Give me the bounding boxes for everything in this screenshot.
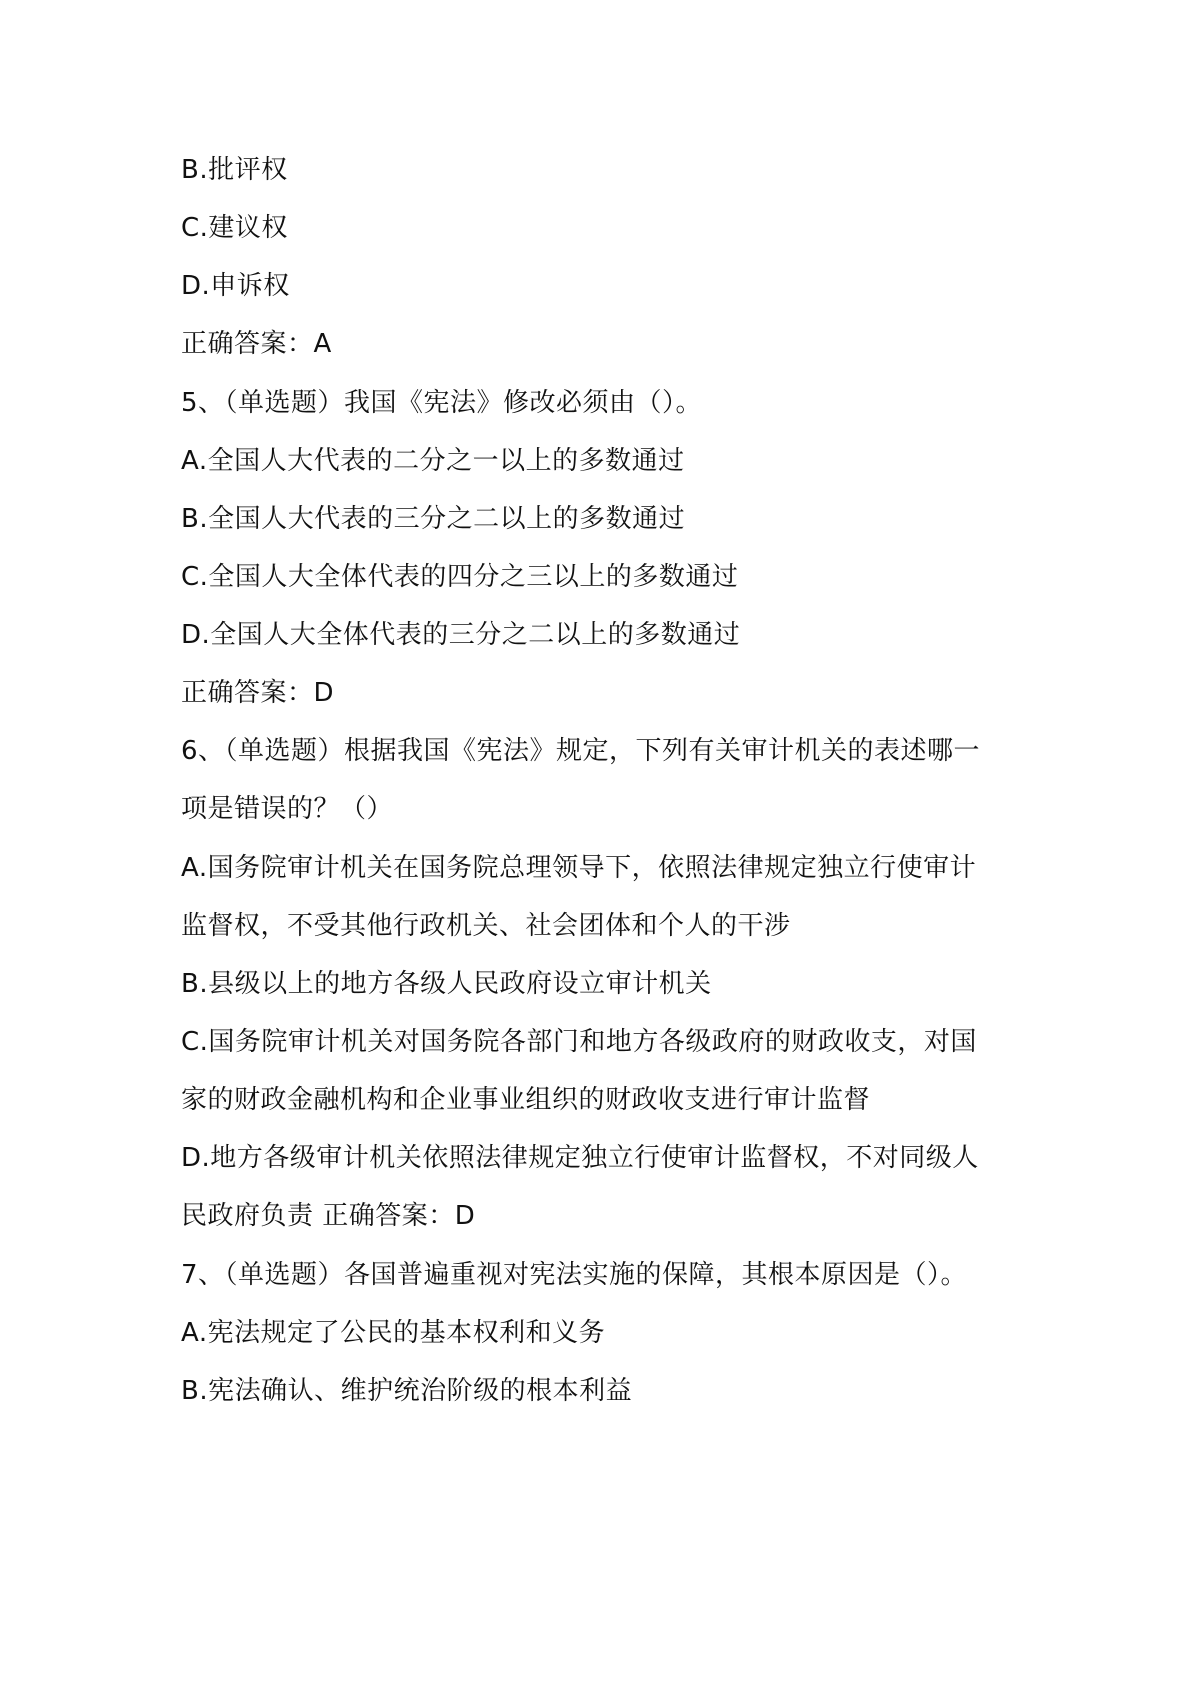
q6-option-b: B.县级以上的地方各级人民政府设立审计机关 [181,969,712,999]
q6-option-a-line2: 监督权，不受其他行政机关、社会团体和个人的干涉 [181,911,791,941]
q5-option-b: B.全国人大代表的三分之二以上的多数通过 [181,504,686,534]
q6-option-d-line2-answer: 民政府负责 正确答案：D [181,1201,476,1231]
q6-option-c-line2: 家的财政金融机构和企业事业组织的财政收支进行审计监督 [181,1085,871,1115]
q7-option-b: B.宪法确认、维护统治阶级的根本利益 [181,1376,633,1406]
q4-answer: 正确答案：A [181,329,332,359]
q6-option-d-line1: D.地方各级审计机关依照法律规定独立行使审计监督权，不对同级人 [181,1143,979,1173]
q5-option-c: C.全国人大全体代表的四分之三以上的多数通过 [181,562,739,592]
q5-option-a: A.全国人大代表的二分之一以上的多数通过 [181,446,685,476]
q6-option-a-line1: A.国务院审计机关在国务院总理领导下，依照法律规定独立行使审计 [181,853,977,883]
q6-option-c-line1: C.国务院审计机关对国务院各部门和地方各级政府的财政收支，对国 [181,1027,977,1057]
q6-question-line2: 项是错误的？（） [181,794,394,824]
q5-question: 5、（单选题）我国《宪法》修改必须由（）。 [181,388,703,418]
q4-option-b: B.批评权 [181,155,288,185]
q4-option-d: D.申诉权 [181,271,290,301]
q5-option-d: D.全国人大全体代表的三分之二以上的多数通过 [181,620,741,650]
q5-answer: 正确答案：D [181,678,335,708]
q7-option-a: A.宪法规定了公民的基本权利和义务 [181,1318,606,1348]
q6-question-line1: 6、（单选题）根据我国《宪法》规定，下列有关审计机关的表述哪一 [181,736,981,766]
q4-option-c: C.建议权 [181,213,288,243]
q7-question: 7、（单选题）各国普遍重视对宪法实施的保障，其根本原因是（）。 [181,1260,968,1290]
